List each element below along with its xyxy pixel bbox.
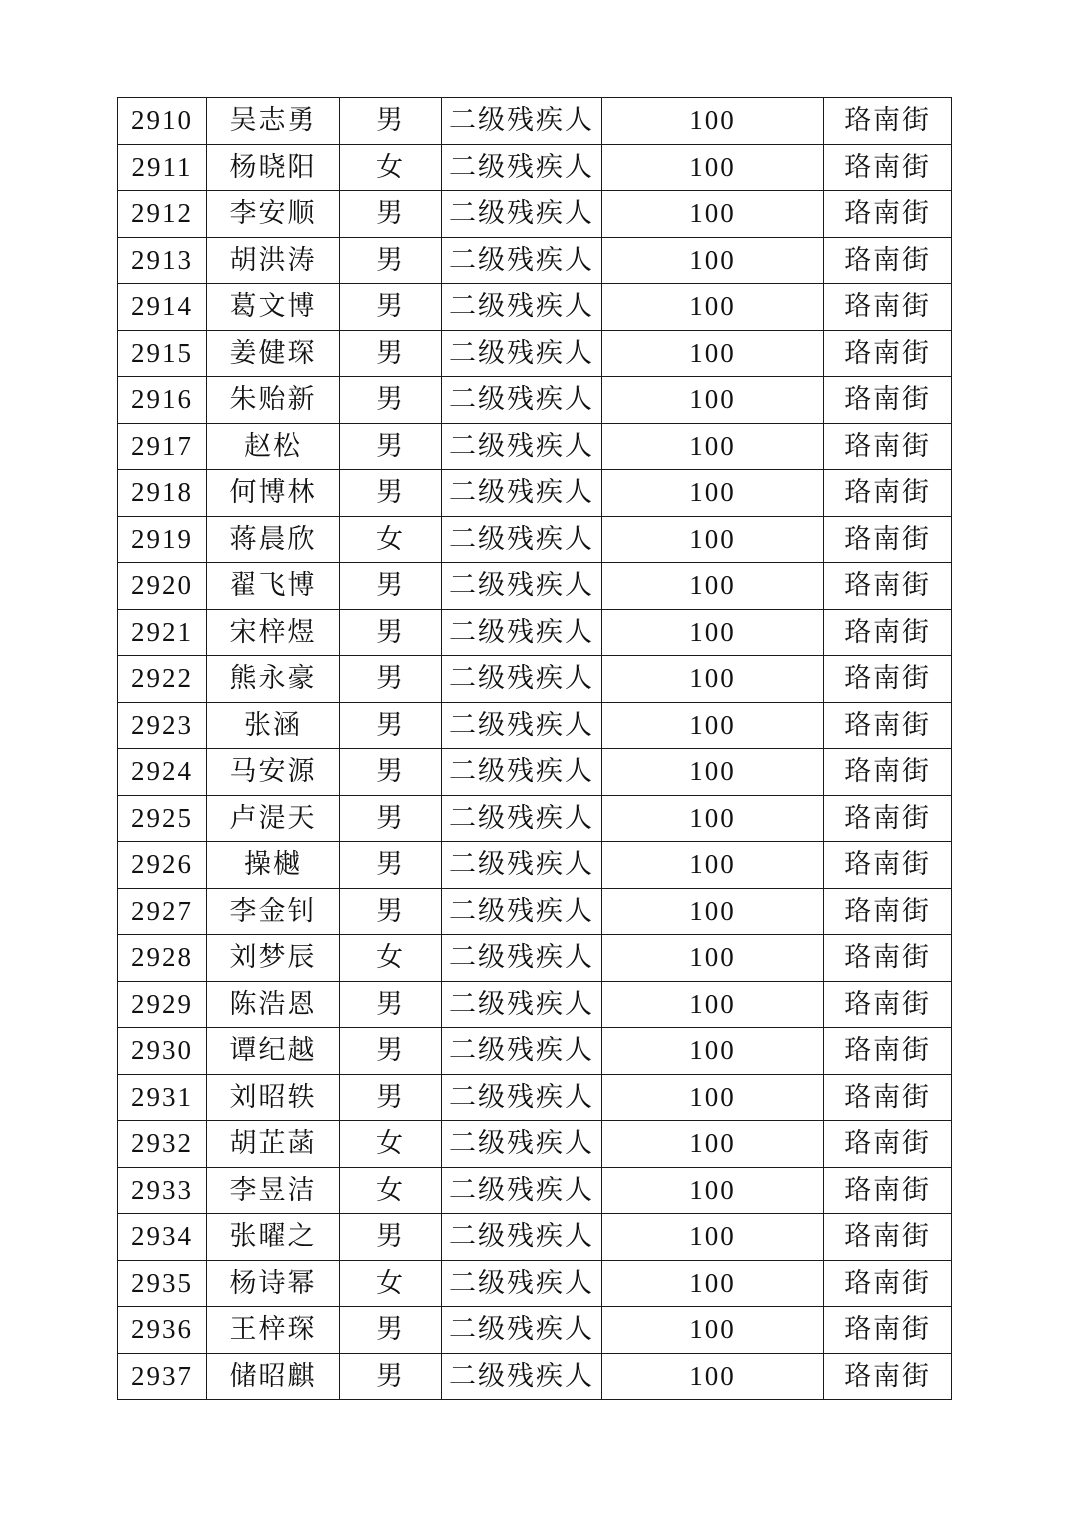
serial-number-cell: 2917	[118, 423, 207, 470]
table-row	[118, 1353, 952, 1400]
category-cell: 二级残疾人	[442, 237, 602, 284]
street-cell: 珞南街	[824, 1028, 952, 1075]
category-cell: 二级残疾人	[442, 749, 602, 796]
table-row	[118, 1307, 952, 1354]
table-row	[118, 1074, 952, 1121]
amount-cell: 100	[602, 842, 824, 889]
gender-cell: 男	[340, 656, 442, 703]
category-cell: 二级残疾人	[442, 516, 602, 563]
gender-cell: 男	[340, 609, 442, 656]
amount-cell: 100	[602, 144, 824, 191]
table-row	[118, 1028, 952, 1075]
street-cell: 珞南街	[824, 284, 952, 331]
street-cell: 珞南街	[824, 377, 952, 424]
gender-cell: 男	[340, 470, 442, 517]
gender-cell: 男	[340, 1307, 442, 1354]
amount-cell: 100	[602, 609, 824, 656]
category-cell: 二级残疾人	[442, 191, 602, 238]
serial-number-cell: 2910	[118, 98, 207, 145]
serial-number-cell: 2918	[118, 470, 207, 517]
amount-cell: 100	[602, 516, 824, 563]
amount-cell: 100	[602, 191, 824, 238]
street-cell: 珞南街	[824, 888, 952, 935]
category-cell: 二级残疾人	[442, 1307, 602, 1354]
street-cell: 珞南街	[824, 470, 952, 517]
table-row	[118, 144, 952, 191]
category-cell: 二级残疾人	[442, 330, 602, 377]
gender-cell: 男	[340, 237, 442, 284]
name-cell: 翟飞博	[207, 563, 340, 610]
name-cell: 熊永豪	[207, 656, 340, 703]
gender-cell: 女	[340, 144, 442, 191]
serial-number-cell: 2930	[118, 1028, 207, 1075]
street-cell: 珞南街	[824, 1214, 952, 1261]
table-row	[118, 191, 952, 238]
amount-cell: 100	[602, 1214, 824, 1261]
gender-cell: 女	[340, 1167, 442, 1214]
street-cell: 珞南街	[824, 1074, 952, 1121]
name-cell: 王梓琛	[207, 1307, 340, 1354]
street-cell: 珞南街	[824, 563, 952, 610]
street-cell: 珞南街	[824, 749, 952, 796]
amount-cell: 100	[602, 1307, 824, 1354]
street-cell: 珞南街	[824, 935, 952, 982]
category-cell: 二级残疾人	[442, 1353, 602, 1400]
table-row	[118, 1260, 952, 1307]
name-cell: 宋梓煜	[207, 609, 340, 656]
serial-number-cell: 2911	[118, 144, 207, 191]
amount-cell: 100	[602, 981, 824, 1028]
serial-number-cell: 2927	[118, 888, 207, 935]
name-cell: 何博林	[207, 470, 340, 517]
serial-number-cell: 2928	[118, 935, 207, 982]
table-row	[118, 981, 952, 1028]
amount-cell: 100	[602, 470, 824, 517]
serial-number-cell: 2913	[118, 237, 207, 284]
serial-number-cell: 2923	[118, 702, 207, 749]
gender-cell: 男	[340, 888, 442, 935]
table-row	[118, 842, 952, 889]
serial-number-cell: 2914	[118, 284, 207, 331]
gender-cell: 女	[340, 1121, 442, 1168]
category-cell: 二级残疾人	[442, 702, 602, 749]
table-body	[118, 98, 952, 1400]
category-cell: 二级残疾人	[442, 98, 602, 145]
amount-cell: 100	[602, 237, 824, 284]
table-row	[118, 1214, 952, 1261]
name-cell: 张涵	[207, 702, 340, 749]
category-cell: 二级残疾人	[442, 1028, 602, 1075]
name-cell: 刘昭轶	[207, 1074, 340, 1121]
street-cell: 珞南街	[824, 1121, 952, 1168]
table-row	[118, 935, 952, 982]
name-cell: 李昱洁	[207, 1167, 340, 1214]
amount-cell: 100	[602, 284, 824, 331]
amount-cell: 100	[602, 423, 824, 470]
category-cell: 二级残疾人	[442, 656, 602, 703]
table-row	[118, 1121, 952, 1168]
table-row	[118, 237, 952, 284]
street-cell: 珞南街	[824, 1260, 952, 1307]
category-cell: 二级残疾人	[442, 795, 602, 842]
street-cell: 珞南街	[824, 1307, 952, 1354]
gender-cell: 男	[340, 842, 442, 889]
name-cell: 陈浩恩	[207, 981, 340, 1028]
name-cell: 杨诗幂	[207, 1260, 340, 1307]
gender-cell: 男	[340, 1028, 442, 1075]
amount-cell: 100	[602, 795, 824, 842]
serial-number-cell: 2916	[118, 377, 207, 424]
category-cell: 二级残疾人	[442, 888, 602, 935]
serial-number-cell: 2922	[118, 656, 207, 703]
category-cell: 二级残疾人	[442, 144, 602, 191]
gender-cell: 女	[340, 1260, 442, 1307]
gender-cell: 男	[340, 749, 442, 796]
name-cell: 储昭麒	[207, 1353, 340, 1400]
serial-number-cell: 2935	[118, 1260, 207, 1307]
gender-cell: 男	[340, 191, 442, 238]
serial-number-cell: 2921	[118, 609, 207, 656]
name-cell: 刘梦辰	[207, 935, 340, 982]
name-cell: 李安顺	[207, 191, 340, 238]
gender-cell: 男	[340, 795, 442, 842]
serial-number-cell: 2919	[118, 516, 207, 563]
serial-number-cell: 2920	[118, 563, 207, 610]
table-row	[118, 1167, 952, 1214]
category-cell: 二级残疾人	[442, 377, 602, 424]
table-row	[118, 330, 952, 377]
name-cell: 蒋晨欣	[207, 516, 340, 563]
gender-cell: 男	[340, 981, 442, 1028]
table-row	[118, 609, 952, 656]
street-cell: 珞南街	[824, 656, 952, 703]
name-cell: 胡洪涛	[207, 237, 340, 284]
serial-number-cell: 2924	[118, 749, 207, 796]
table-row	[118, 516, 952, 563]
amount-cell: 100	[602, 935, 824, 982]
amount-cell: 100	[602, 1260, 824, 1307]
street-cell: 珞南街	[824, 423, 952, 470]
name-cell: 赵松	[207, 423, 340, 470]
amount-cell: 100	[602, 1028, 824, 1075]
recipient-table	[117, 97, 952, 1400]
gender-cell: 男	[340, 330, 442, 377]
gender-cell: 男	[340, 1074, 442, 1121]
category-cell: 二级残疾人	[442, 935, 602, 982]
category-cell: 二级残疾人	[442, 1074, 602, 1121]
table-row	[118, 98, 952, 145]
amount-cell: 100	[602, 1353, 824, 1400]
street-cell: 珞南街	[824, 516, 952, 563]
amount-cell: 100	[602, 702, 824, 749]
category-cell: 二级残疾人	[442, 1214, 602, 1261]
serial-number-cell: 2929	[118, 981, 207, 1028]
name-cell: 卢湜天	[207, 795, 340, 842]
table-row	[118, 563, 952, 610]
serial-number-cell: 2936	[118, 1307, 207, 1354]
serial-number-cell: 2915	[118, 330, 207, 377]
serial-number-cell: 2934	[118, 1214, 207, 1261]
amount-cell: 100	[602, 1074, 824, 1121]
amount-cell: 100	[602, 377, 824, 424]
street-cell: 珞南街	[824, 1167, 952, 1214]
street-cell: 珞南街	[824, 842, 952, 889]
table-row	[118, 702, 952, 749]
gender-cell: 男	[340, 377, 442, 424]
name-cell: 张曜之	[207, 1214, 340, 1261]
gender-cell: 男	[340, 423, 442, 470]
name-cell: 李金钊	[207, 888, 340, 935]
table-row	[118, 423, 952, 470]
street-cell: 珞南街	[824, 237, 952, 284]
street-cell: 珞南街	[824, 795, 952, 842]
name-cell: 操樾	[207, 842, 340, 889]
category-cell: 二级残疾人	[442, 609, 602, 656]
gender-cell: 男	[340, 98, 442, 145]
category-cell: 二级残疾人	[442, 1260, 602, 1307]
table-row	[118, 749, 952, 796]
amount-cell: 100	[602, 656, 824, 703]
gender-cell: 男	[340, 1214, 442, 1261]
amount-cell: 100	[602, 888, 824, 935]
street-cell: 珞南街	[824, 191, 952, 238]
category-cell: 二级残疾人	[442, 1121, 602, 1168]
amount-cell: 100	[602, 749, 824, 796]
table-row	[118, 795, 952, 842]
category-cell: 二级残疾人	[442, 1167, 602, 1214]
table-row	[118, 284, 952, 331]
amount-cell: 100	[602, 563, 824, 610]
street-cell: 珞南街	[824, 98, 952, 145]
street-cell: 珞南街	[824, 330, 952, 377]
name-cell: 杨晓阳	[207, 144, 340, 191]
category-cell: 二级残疾人	[442, 423, 602, 470]
serial-number-cell: 2937	[118, 1353, 207, 1400]
amount-cell: 100	[602, 98, 824, 145]
name-cell: 胡芷菡	[207, 1121, 340, 1168]
gender-cell: 男	[340, 702, 442, 749]
serial-number-cell: 2933	[118, 1167, 207, 1214]
table-row	[118, 470, 952, 517]
street-cell: 珞南街	[824, 981, 952, 1028]
name-cell: 葛文博	[207, 284, 340, 331]
category-cell: 二级残疾人	[442, 981, 602, 1028]
name-cell: 谭纪越	[207, 1028, 340, 1075]
category-cell: 二级残疾人	[442, 842, 602, 889]
serial-number-cell: 2912	[118, 191, 207, 238]
table-row	[118, 888, 952, 935]
serial-number-cell: 2926	[118, 842, 207, 889]
street-cell: 珞南街	[824, 609, 952, 656]
table-row	[118, 656, 952, 703]
serial-number-cell: 2925	[118, 795, 207, 842]
category-cell: 二级残疾人	[442, 563, 602, 610]
gender-cell: 男	[340, 563, 442, 610]
category-cell: 二级残疾人	[442, 284, 602, 331]
amount-cell: 100	[602, 1121, 824, 1168]
gender-cell: 女	[340, 935, 442, 982]
table-row	[118, 377, 952, 424]
gender-cell: 男	[340, 1353, 442, 1400]
amount-cell: 100	[602, 1167, 824, 1214]
gender-cell: 男	[340, 284, 442, 331]
name-cell: 吴志勇	[207, 98, 340, 145]
street-cell: 珞南街	[824, 702, 952, 749]
street-cell: 珞南街	[824, 1353, 952, 1400]
name-cell: 马安源	[207, 749, 340, 796]
gender-cell: 女	[340, 516, 442, 563]
category-cell: 二级残疾人	[442, 470, 602, 517]
amount-cell: 100	[602, 330, 824, 377]
serial-number-cell: 2932	[118, 1121, 207, 1168]
name-cell: 姜健琛	[207, 330, 340, 377]
name-cell: 朱贻新	[207, 377, 340, 424]
serial-number-cell: 2931	[118, 1074, 207, 1121]
street-cell: 珞南街	[824, 144, 952, 191]
